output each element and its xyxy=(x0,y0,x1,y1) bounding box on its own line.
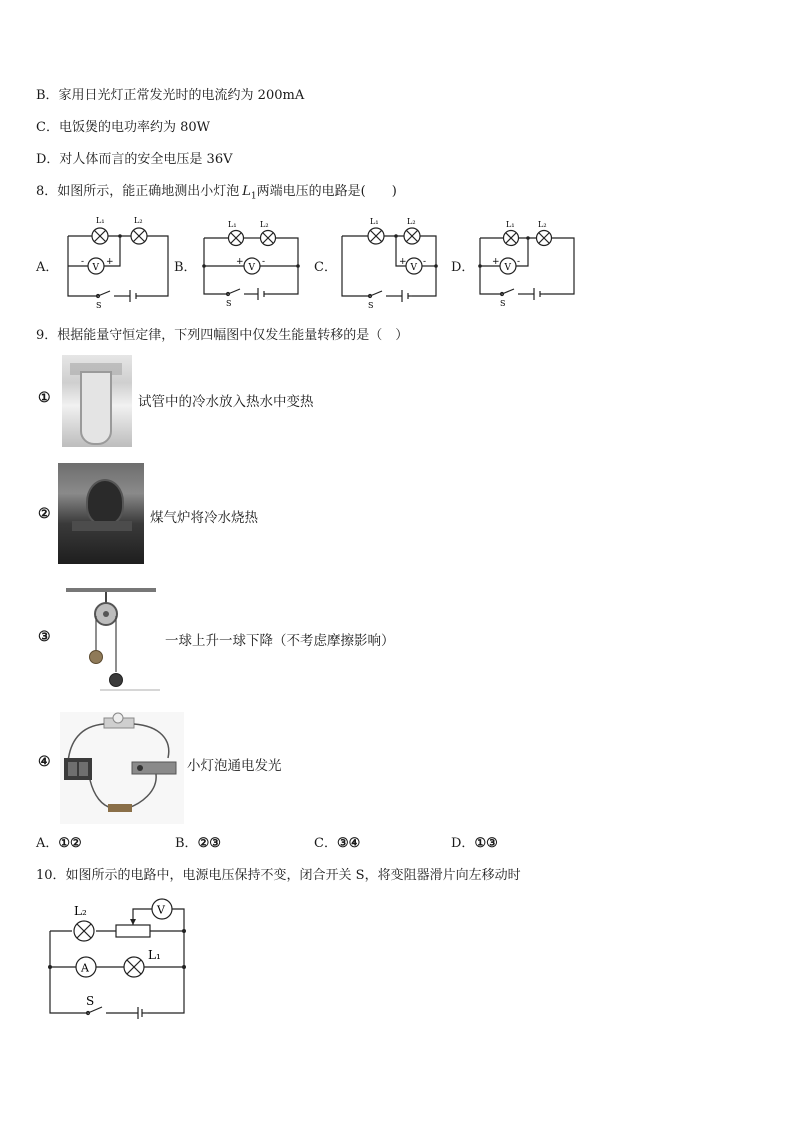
q9-option-c-value: ③④ xyxy=(336,836,361,851)
q10-switch-label: S xyxy=(86,994,95,1008)
q10-voltmeter-label: V xyxy=(157,903,165,917)
q9-item2-photo xyxy=(58,463,144,564)
q8-option-b-label: B． xyxy=(174,260,197,275)
svg-text:-: - xyxy=(81,257,85,267)
q8-circuit-a xyxy=(58,214,176,310)
q7-option-c: C．电饭煲的电功率约为 80W xyxy=(36,120,210,135)
q8-stem-lamp: L xyxy=(242,184,251,199)
svg-text:-: - xyxy=(423,257,427,267)
q8a-l2-label: L₂ xyxy=(134,216,143,225)
svg-text:V: V xyxy=(248,263,255,273)
svg-text:-: - xyxy=(262,257,266,267)
q8a-l1-label: L₁ xyxy=(96,216,105,225)
q8-option-a-label: A． xyxy=(36,260,59,275)
q10-l2-label: L₂ xyxy=(74,904,87,918)
q9-option-a-letter: A． xyxy=(36,836,59,851)
q9-item4-number: ④ xyxy=(38,754,51,770)
q9-item3-pulley-figure xyxy=(60,584,164,696)
svg-text:S: S xyxy=(368,301,374,310)
q9-option-b xyxy=(175,832,221,851)
q8-circuit-d xyxy=(470,214,580,310)
svg-text:+: + xyxy=(399,257,407,267)
q9-item3-caption: 一球上升一球下降（不考虑摩擦影响） xyxy=(165,633,395,649)
q9-stem: 9．根据能量守恒定律，下列四幅图中仅发生能量转移的是（ ） xyxy=(36,328,409,343)
q8-stem-pre: 8．如图所示，能正确地测出小灯泡 xyxy=(36,184,240,199)
q8a-voltmeter-label: V xyxy=(92,263,99,273)
svg-text:-: - xyxy=(517,257,521,267)
q8-circuit-b xyxy=(194,214,306,310)
q9-option-b-value: ②③ xyxy=(197,836,221,851)
q10-ammeter-label: A xyxy=(81,961,89,975)
q9-item4-caption: 小灯泡通电发光 xyxy=(187,758,282,774)
q10-circuit xyxy=(40,895,196,1023)
q9-option-c xyxy=(314,832,360,851)
svg-text:L₂: L₂ xyxy=(260,220,269,229)
q9-item2-caption: 煤气炉将冷水烧热 xyxy=(150,510,258,526)
q8-option-d-label: D． xyxy=(451,260,475,275)
q9-option-a-value: ①② xyxy=(58,836,82,851)
q7-option-d: D．对人体而言的安全电压是 36V xyxy=(36,152,233,167)
q8-stem-lamp-sub: 1 xyxy=(250,191,257,202)
q8-stem-post: 两端电压的电路是( ) xyxy=(256,184,397,199)
svg-text:L₁: L₁ xyxy=(506,220,515,229)
q8-circuit-c xyxy=(332,210,448,310)
q8-stem xyxy=(36,180,397,202)
q9-item4-lamp-circuit-photo xyxy=(60,712,184,824)
q9-item2-number: ② xyxy=(38,506,51,522)
q9-option-d xyxy=(451,832,498,851)
q9-item1-number: ① xyxy=(38,390,51,406)
svg-text:V: V xyxy=(410,263,417,273)
q9-option-c-letter: C． xyxy=(314,836,337,851)
svg-text:+: + xyxy=(106,257,114,267)
q10-l1-label: L₁ xyxy=(148,948,161,962)
svg-text:L₁: L₁ xyxy=(370,217,379,226)
q9-option-b-letter: B． xyxy=(175,836,198,851)
svg-text:S: S xyxy=(226,299,232,308)
svg-text:L₂: L₂ xyxy=(407,217,416,226)
q9-option-d-letter: D． xyxy=(451,836,475,851)
q8a-switch-label: S xyxy=(96,301,102,310)
q9-option-a xyxy=(36,832,82,851)
svg-text:L₂: L₂ xyxy=(538,220,547,229)
q9-option-d-value: ①③ xyxy=(474,836,498,851)
q9-item1-caption: 试管中的冷水放入热水中变热 xyxy=(138,394,314,410)
q9-item1-photo xyxy=(62,355,132,447)
svg-text:L₁: L₁ xyxy=(228,220,237,229)
svg-text:+: + xyxy=(492,257,500,267)
svg-text:+: + xyxy=(236,257,244,267)
q9-item3-number: ③ xyxy=(38,629,51,645)
q8-option-c-label: C． xyxy=(314,260,337,275)
svg-text:S: S xyxy=(500,299,506,308)
q10-stem: 10．如图所示的电路中，电源电压保持不变，闭合开关 S，将变阻器滑片向左移动时 xyxy=(36,868,521,883)
q7-option-b: B．家用日光灯正常发光时的电流约为 200mA xyxy=(36,88,305,103)
svg-text:V: V xyxy=(504,263,511,273)
